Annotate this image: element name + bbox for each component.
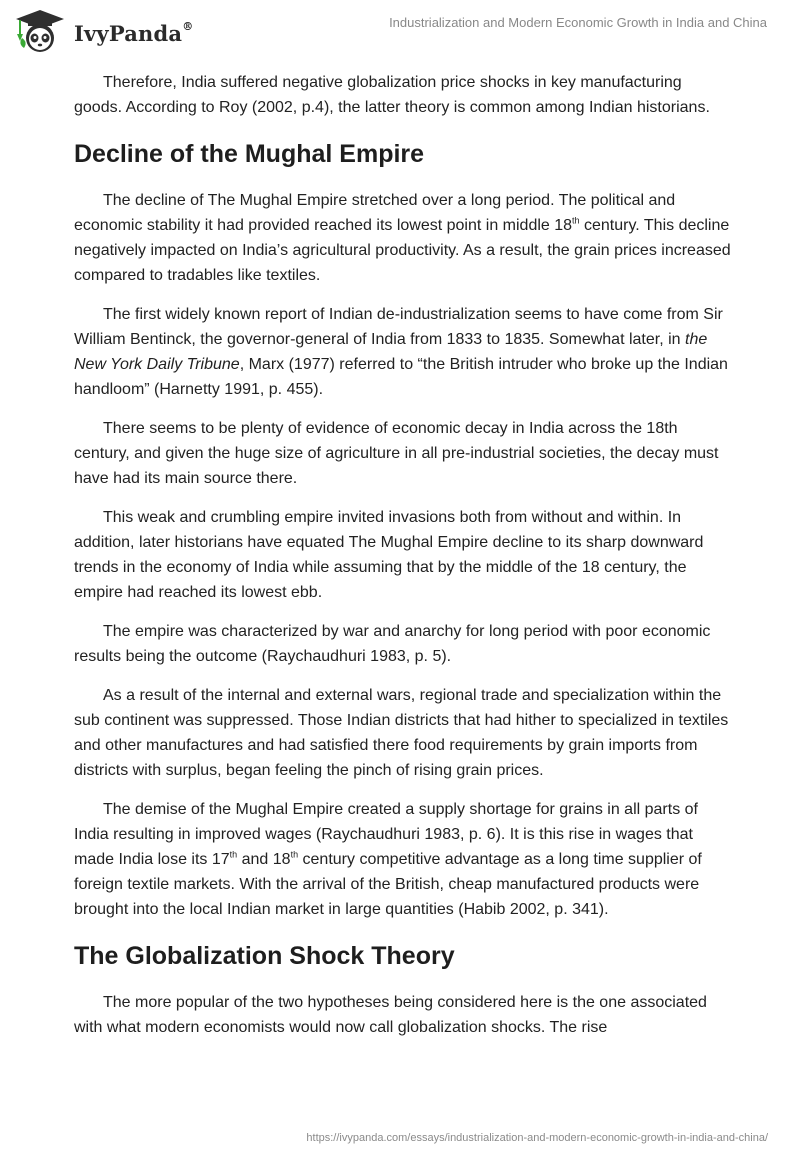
ivypanda-logo[interactable] <box>14 8 193 54</box>
paragraph: Therefore, India suffered negative globalization price shocks in key manufacturing goods. According to Roy (2002, p.4), the latter theory is common among Indian historians. <box>74 74 710 116</box>
paragraph: The first widely known report of Indian de-industrialization seems to have come from Sir William Bentinck, the governor-general of India from 1833 to 1835. Somewhat later, in the New York Daily Tribune, Marx (1977) referred to “the British intruder who broke up the Indian handloom” (Harnetty 1991, p. 455). <box>74 306 728 398</box>
paragraph: The more popular of the two hypotheses being considered here is the one associated with what modern economists would now call globalization shocks. The rise <box>74 994 707 1036</box>
panda-graduate-icon <box>14 8 66 54</box>
paragraph: As a result of the internal and external wars, regional trade and specialization within the sub continent was suppressed. Those Indian districts that had hither to specialized in textiles and other manufactures and had satisfied there food requirements by grain imports from districts with surplus, began feeling the pinch of rising grain prices. <box>74 687 729 779</box>
paragraph: There seems to be plenty of evidence of economic decay in India across the 18th century, and given the huge size of agriculture in all pre-industrial societies, the decay must have had its main source there. <box>74 420 719 487</box>
paragraph: The decline of The Mughal Empire stretched over a long period. The political and economic stability it had provided reached its lowest point in middle 18th century. This decline negatively impacted on India’s agricultural productivity. As a result, the grain prices increased compared to tradables like textiles. <box>74 192 731 284</box>
logo-wordmark: IvyPanda® <box>74 19 194 46</box>
paragraph: This weak and crumbling empire invited invasions both from without and within. In addition, later historians have equated The Mughal Empire decline to its sharp downward trends in the economy of India while assuming that by the middle of the 18 century, the empire had reached its lowest ebb. <box>74 509 704 601</box>
essay-body <box>74 70 734 1054</box>
paragraph: The empire was characterized by war and anarchy for long period with poor economic results being the outcome (Raychaudhuri 1983, p. 5). <box>74 623 711 665</box>
paragraph: The demise of the Mughal Empire created a supply shortage for grains in all parts of India resulting in improved wages (Raychaudhuri 1983, p. 6). It is this rise in wages that made India lose its 17th and 18th century competitive advantage as a long time supplier of foreign textile markets. With the arrival of the British, cheap manufactured products were brought into the local Indian market in large quantities (Habib 2002, p. 341). <box>74 801 702 918</box>
section-heading-mughal-decline: Decline of the Mughal Empire <box>74 140 425 168</box>
page-header <box>0 0 800 60</box>
section-heading-globalization-shock: The Globalization Shock Theory <box>74 942 455 970</box>
document-title: Industrialization and Modern Economic Growth in India and China <box>389 15 767 30</box>
source-url-link[interactable]: https://ivypanda.com/essays/industrialization-and-modern-economic-growth-in-india-and-china/ <box>306 1132 768 1144</box>
